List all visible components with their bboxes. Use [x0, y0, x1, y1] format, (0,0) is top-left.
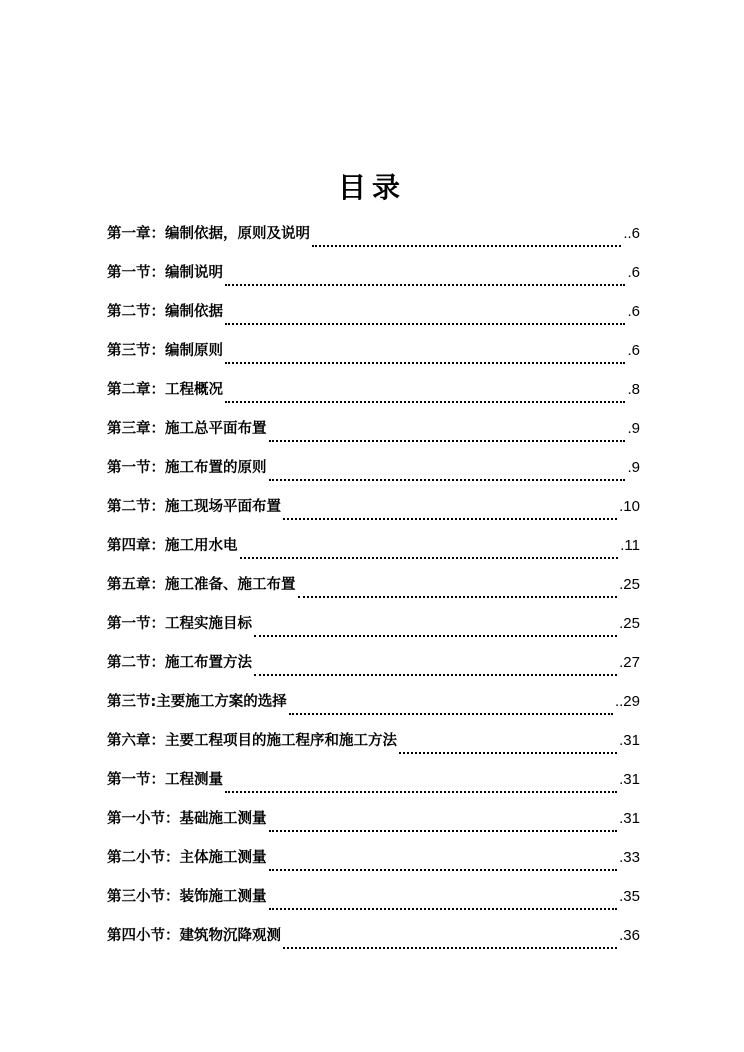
- dot-leader: [269, 830, 618, 832]
- toc-entry[interactable]: [107, 690, 640, 729]
- toc-entry[interactable]: [107, 807, 640, 846]
- dot-leader: [225, 362, 625, 364]
- toc-entry[interactable]: [107, 222, 640, 261]
- dot-leader: [269, 479, 626, 481]
- toc-entry-label: 第五章：施工准备、施工布置: [107, 577, 296, 593]
- toc-entry[interactable]: [107, 339, 640, 378]
- toc-entry[interactable]: [107, 651, 640, 690]
- toc-entry[interactable]: [107, 612, 640, 651]
- toc-entry-page-number: .36: [619, 927, 640, 944]
- toc-entry-page-number: .25: [619, 576, 640, 593]
- toc-entry[interactable]: [107, 300, 640, 339]
- toc-entry-page-number: ..29: [614, 693, 640, 710]
- toc-entry-label: 第二节：施工现场平面布置: [107, 499, 281, 515]
- toc-entry[interactable]: [107, 495, 640, 534]
- dot-leader: [289, 713, 613, 715]
- toc-entry-page-number: .31: [619, 771, 640, 788]
- toc-entry[interactable]: [107, 456, 640, 495]
- dot-leader: [254, 635, 617, 637]
- toc-entry-label: 第三节：编制原则: [107, 343, 223, 359]
- toc-entry[interactable]: [107, 729, 640, 768]
- toc-entry-page-number: ..6: [623, 225, 640, 242]
- dot-leader: [312, 245, 621, 247]
- toc-entry[interactable]: [107, 534, 640, 573]
- toc-entry[interactable]: [107, 768, 640, 807]
- dot-leader: [225, 323, 625, 325]
- dot-leader: [283, 518, 617, 520]
- toc-entry-page-number: .6: [627, 303, 640, 320]
- toc-entry-page-number: .31: [619, 810, 640, 827]
- toc-entry-label: 第三章：施工总平面布置: [107, 421, 267, 437]
- toc-entry-label: 第六章：主要工程项目的施工程序和施工方法: [107, 733, 397, 749]
- dot-leader: [298, 596, 618, 598]
- toc-entry[interactable]: [107, 885, 640, 924]
- toc-entry-label: 第二章：工程概况: [107, 382, 223, 398]
- toc-entry-label: 第一节：工程实施目标: [107, 616, 252, 632]
- toc-entry-label: 第四小节：建筑物沉降观测: [107, 928, 281, 944]
- toc-entry-page-number: .11: [620, 537, 640, 554]
- toc-entry-label: 第四章：施工用水电: [107, 538, 238, 554]
- toc-entry-label: 第二小节：主体施工测量: [107, 850, 267, 866]
- dot-leader: [399, 752, 617, 754]
- toc-entry-label: 第三节:主要施工方案的选择: [107, 694, 287, 710]
- dot-leader: [269, 440, 626, 442]
- toc-entry-page-number: .27: [619, 654, 640, 671]
- toc-entry[interactable]: [107, 417, 640, 456]
- dot-leader: [283, 947, 617, 949]
- toc-entry-page-number: .31: [619, 732, 640, 749]
- dot-leader: [225, 791, 617, 793]
- toc-entry-label: 第一章：编制依据，原则及说明: [107, 226, 310, 242]
- toc-entry[interactable]: [107, 573, 640, 612]
- dot-leader: [254, 674, 617, 676]
- toc-entry[interactable]: [107, 261, 640, 300]
- toc-entry-page-number: .33: [619, 849, 640, 866]
- dot-leader: [269, 908, 618, 910]
- toc-entry-label: 第一节：施工布置的原则: [107, 460, 267, 476]
- toc-entry-label: 第二节：编制依据: [107, 304, 223, 320]
- toc-title: 目录: [337, 171, 406, 204]
- toc-entry-label: 第二节：施工布置方法: [107, 655, 252, 671]
- dot-leader: [240, 557, 619, 559]
- table-of-contents: [107, 222, 640, 963]
- toc-entry-page-number: .6: [627, 264, 640, 281]
- toc-entry-page-number: .9: [627, 420, 640, 437]
- toc-entry-page-number: .9: [627, 459, 640, 476]
- toc-entry-label: 第一节：编制说明: [107, 265, 223, 281]
- dot-leader: [269, 869, 618, 871]
- toc-entry[interactable]: [107, 378, 640, 417]
- dot-leader: [225, 284, 625, 286]
- toc-entry[interactable]: [107, 846, 640, 885]
- toc-entry-label: 第三小节：装饰施工测量: [107, 889, 267, 905]
- dot-leader: [225, 401, 625, 403]
- toc-entry-page-number: .35: [619, 888, 640, 905]
- toc-entry-page-number: .10: [619, 498, 640, 515]
- toc-entry-page-number: .25: [619, 615, 640, 632]
- toc-entry-label: 第一节：工程测量: [107, 772, 223, 788]
- toc-entry[interactable]: [107, 924, 640, 963]
- toc-entry-label: 第一小节：基础施工测量: [107, 811, 267, 827]
- toc-entry-page-number: .8: [627, 381, 640, 398]
- toc-entry-page-number: .6: [627, 342, 640, 359]
